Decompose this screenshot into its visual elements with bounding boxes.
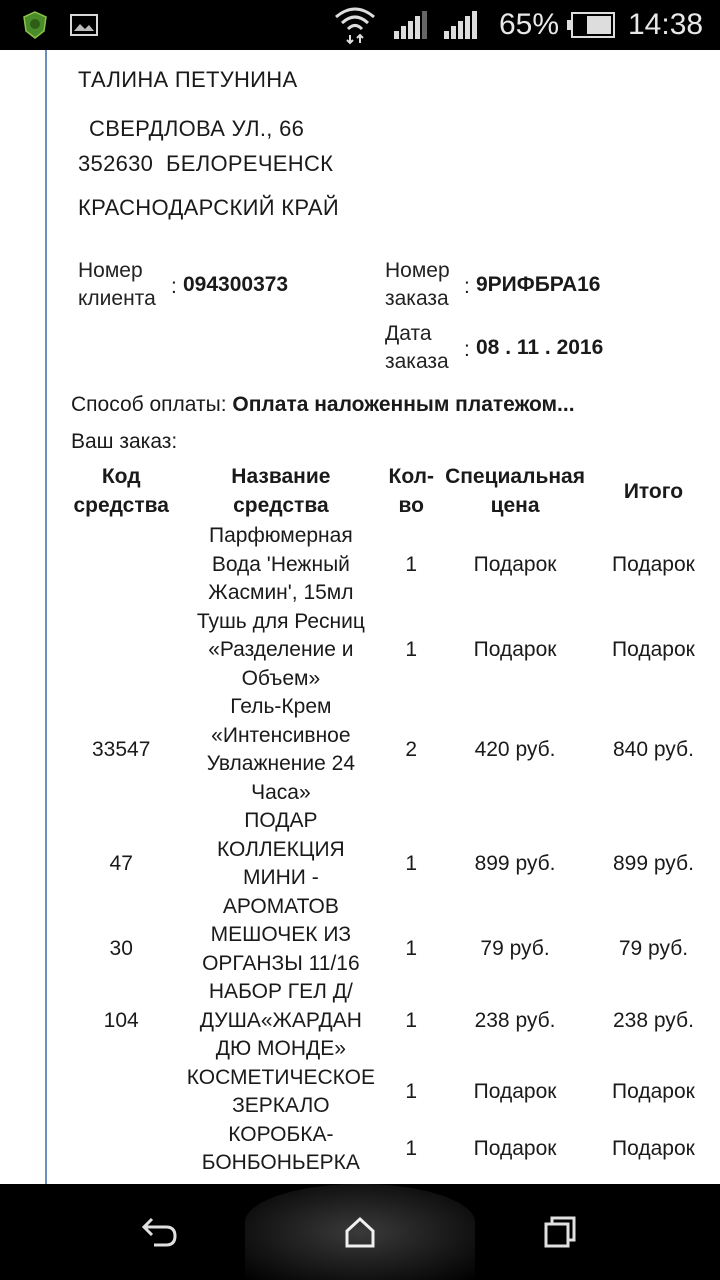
home-button[interactable] xyxy=(330,1204,390,1260)
signal-icon xyxy=(444,0,478,50)
colon: : xyxy=(464,275,470,298)
header-name-line1: Название xyxy=(231,465,331,488)
item-qty: 1 xyxy=(405,937,418,961)
item-name-line: КОСМЕТИЧЕСКОЕ xyxy=(186,1065,375,1089)
item-name-line: КОРОБКА- xyxy=(228,1122,334,1146)
item-price: 79 руб. xyxy=(480,937,550,961)
back-icon xyxy=(140,1215,180,1249)
table-row xyxy=(60,608,720,694)
item-price: Подарок xyxy=(473,552,557,576)
table-row xyxy=(60,807,720,921)
item-code xyxy=(60,522,182,608)
order-date-value: 08 . 11 . 2016 xyxy=(476,336,604,359)
item-name-line: ДУША«ЖАРДАН xyxy=(199,1008,362,1032)
table-row xyxy=(60,1121,720,1178)
clock: 14:38 xyxy=(628,8,704,41)
item-name xyxy=(182,1064,379,1121)
navigation-bar xyxy=(0,1184,720,1280)
header-name-line2: средства xyxy=(233,494,329,517)
item-name-line: Вода 'Нежный xyxy=(211,552,350,576)
item-name xyxy=(182,522,379,608)
app-shield-icon xyxy=(22,0,48,50)
item-price: 420 руб. xyxy=(474,737,556,761)
your-order-label: Ваш заказ: xyxy=(71,430,178,453)
item-qty: 1 xyxy=(405,638,418,661)
left-border-line xyxy=(45,50,47,1184)
recent-apps-icon xyxy=(543,1215,577,1249)
header-price-line1: Специальная xyxy=(445,465,585,488)
item-name-line: Часа» xyxy=(251,780,311,804)
order-number-label xyxy=(385,257,450,313)
payment-label: Способ оплаты: xyxy=(71,393,233,416)
item-price: 238 руб. xyxy=(474,1008,556,1032)
item-name xyxy=(182,608,379,694)
item-name-line: БОНБОНЬЕРКА xyxy=(201,1151,360,1174)
item-name-line: МИНИ - xyxy=(243,866,319,889)
back-button[interactable] xyxy=(130,1204,190,1260)
item-qty: 1 xyxy=(405,1079,418,1103)
item-price: Подарок xyxy=(473,1079,557,1103)
client-number-label-line1: Номер xyxy=(78,259,143,282)
header-price xyxy=(443,460,587,522)
item-name-line: АРОМАТОВ xyxy=(222,894,339,918)
item-price: Подарок xyxy=(473,638,557,661)
order-date-label xyxy=(385,320,449,376)
battery-icon xyxy=(567,0,615,50)
header-qty-line1: Кол- xyxy=(388,465,434,488)
item-name-line: Гель-Крем xyxy=(230,695,332,718)
client-number-label-line2: клиента xyxy=(78,287,156,310)
item-name-line: Объем» xyxy=(241,666,321,690)
order-number-label-line2: заказа xyxy=(385,287,449,310)
payment-method xyxy=(71,393,575,417)
item-name-line: НАБОР ГЕЛ Д/ xyxy=(208,980,353,1003)
header-price-line2: цена xyxy=(490,494,540,517)
recipient-name: ТАЛИНА ПЕТУНИНА xyxy=(78,67,298,92)
item-name-line: ПОДАР xyxy=(244,809,318,832)
client-number-value: 094300373 xyxy=(183,273,289,296)
recipient-street: СВЕРДЛОВА УЛ., 66 xyxy=(89,116,305,141)
item-code xyxy=(60,608,182,694)
item-code: 30 xyxy=(109,937,133,961)
table-row xyxy=(60,522,720,608)
header-qty xyxy=(379,460,443,522)
item-code xyxy=(60,1121,182,1178)
item-qty: 1 xyxy=(405,552,418,576)
payment-value: Оплата наложенным платежом... xyxy=(232,393,575,416)
header-name xyxy=(182,460,379,522)
table-row xyxy=(60,921,720,978)
item-code: 33547 xyxy=(92,737,151,761)
item-name-line: Парфюмерная xyxy=(209,524,353,547)
header-code xyxy=(60,460,182,522)
item-name-line: Тушь для Ресниц xyxy=(196,609,365,633)
status-bar xyxy=(0,0,720,50)
item-name xyxy=(182,921,379,978)
item-name-line: ЗЕРКАЛО xyxy=(232,1094,330,1117)
item-name-line: КОЛЛЕКЦИЯ xyxy=(217,837,345,861)
picture-icon xyxy=(70,0,98,50)
table-row xyxy=(60,693,720,807)
item-name-line: «Интенсивное xyxy=(211,723,351,747)
table-header-row xyxy=(60,460,720,522)
order-content[interactable] xyxy=(0,50,720,1184)
item-qty: 1 xyxy=(405,1008,418,1032)
colon: : xyxy=(464,338,470,361)
item-name-line: «Разделение и xyxy=(208,638,354,661)
table-row xyxy=(60,1064,720,1121)
item-total: Подарок xyxy=(612,1079,695,1103)
recent-apps-button[interactable] xyxy=(530,1204,590,1260)
order-items-table xyxy=(60,460,720,1178)
wifi-icon xyxy=(334,0,376,50)
item-qty: 1 xyxy=(405,851,418,875)
order-number-value: 9РИФБРА16 xyxy=(476,273,601,296)
header-code-line2: средства xyxy=(73,494,169,517)
item-name-line: Увлажнение 24 xyxy=(206,752,356,775)
item-code: 104 xyxy=(103,1008,139,1032)
item-name-line: Жасмин', 15мл xyxy=(208,581,354,604)
recipient-region: КРАСНОДАРСКИЙ КРАЙ xyxy=(78,195,339,220)
recipient-city: 352630 БЕЛОРЕЧЕНСК xyxy=(78,151,334,176)
item-total: Подарок xyxy=(612,1136,695,1160)
home-icon xyxy=(343,1215,377,1249)
order-date-label-line2: заказа xyxy=(385,350,449,373)
item-qty: 1 xyxy=(405,1136,418,1160)
client-number-label xyxy=(78,257,156,313)
item-name xyxy=(182,693,379,807)
item-price: Подарок xyxy=(473,1136,557,1160)
item-name-line: МЕШОЧЕК ИЗ xyxy=(210,923,352,946)
colon: : xyxy=(171,275,177,298)
item-total: 899 руб. xyxy=(612,851,694,875)
item-name xyxy=(182,807,379,921)
item-price: 899 руб. xyxy=(474,851,556,875)
item-total: Подарок xyxy=(612,638,695,661)
signal-icon xyxy=(394,0,428,50)
item-total: 840 руб. xyxy=(612,737,694,761)
item-name xyxy=(182,978,379,1064)
item-code xyxy=(60,1064,182,1121)
order-date-label-line1: Дата xyxy=(385,322,432,345)
item-total: Подарок xyxy=(612,552,695,576)
header-total: Итого xyxy=(623,479,684,503)
item-qty: 2 xyxy=(405,737,418,761)
battery-percent: 65% xyxy=(499,8,560,41)
header-qty-line2: во xyxy=(398,494,424,517)
order-number-label-line1: Номер xyxy=(385,259,450,282)
item-code: 47 xyxy=(109,851,133,875)
header-code-line1: Код xyxy=(101,465,141,488)
table-row xyxy=(60,978,720,1064)
item-total: 79 руб. xyxy=(618,937,689,961)
item-name xyxy=(182,1121,379,1178)
item-total: 238 руб. xyxy=(612,1008,694,1032)
item-name-line: ОРГАНЗЫ 11/16 xyxy=(202,951,360,975)
item-name-line: ДЮ МОНДЕ» xyxy=(215,1037,346,1060)
